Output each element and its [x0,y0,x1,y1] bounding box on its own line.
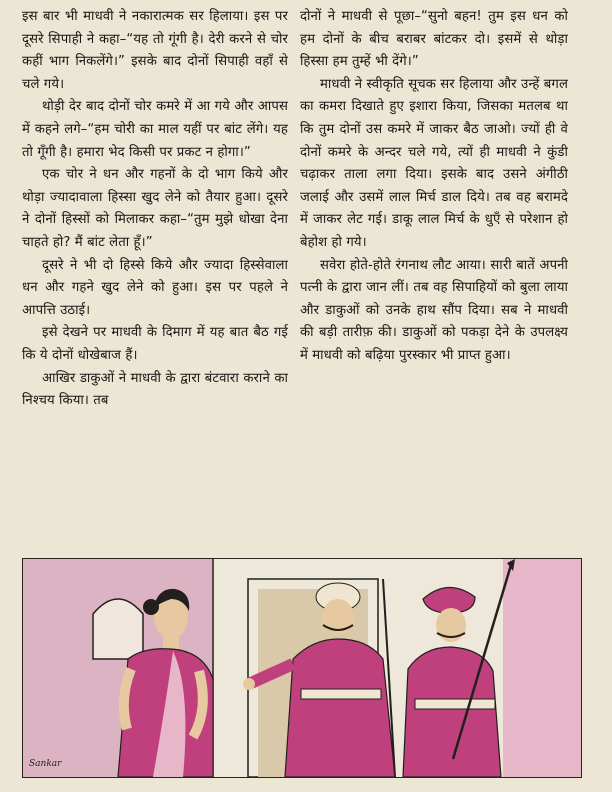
left-paragraph-3: एक चोर ने धन और गहनों के दो भाग किये और थोड़ा ज्यादावाला हिस्सा खुद लेने को तैयार हुआ। दूसरे ने दोनों हिस्सों को मिलाकर कहा–“तुम मुझे धोखा देना चाहते हो? मैं बांट लेता हूँ।” [22,167,288,250]
right-paragraph-2: माधवी ने स्वीकृति सूचक सर हिलाया और उन्हें बगल का कमरा दिखाते हुए इशारा किया, जिसका मतलब था कि तुम दोनों उस कमरे में जाकर बैठ जाओ। ज्यों ही वे दोनों कमरे के अन्दर चले गये, त्यों ही माधवी ने कुंडी चढ़ाकर ताला लगा दिया। इसके बाद उसने अंगीठी जलाई और उसमें लाल मिर्च डाल दिये। तब वह बरामदे में जाकर लेट गई। डाकू लाल मिर्च के धुएँ से परेशान हो बेहोश हो गये। [300,76,568,250]
right-paragraph-1: दोनों ने माधवी से पूछा–“सुनो बहन! तुम इस धन को हम दोनों के बीच बराबर बांटकर दो। इसमें से थोड़ा हिस्सा हम तुम्हें भी देंगे।” [300,9,568,70]
left-paragraph-2: थोड़ी देर बाद दोनों चोर कमरे में आ गये और आपस में कहने लगे–“हम चोरी का माल यहीं पर बांट लेंगे। यह तो गूँगी है। हमारा भेद किसी पर प्रकट न होगा।” [22,99,288,160]
left-paragraph-6: आखिर डाकुओं ने माधवी के द्वारा बंटवारा कराने का निश्चय किया। तब [22,370,288,409]
right-wall [503,559,581,777]
story-illustration [22,558,582,778]
left-paragraph-5: इसे देखने पर माधवी के दिमाग में यह बात बैठ गई कि ये दोनों धोखेबाज हैं। [22,325,288,363]
left-paragraph-1: इस बार भी माधवी ने नकारात्मक सर हिलाया। इस पर दूसरे सिपाही ने कहा–“यह तो गूंगी है। देरी करने से चोर कहीं भाग निकलेंगे।” इसके बाद दोनों सिपाही वहाँ से चले गये। [22,9,288,92]
left-text-column [22,6,288,413]
illustration-drawing [23,559,581,777]
artist-signature: Sankar [29,759,62,769]
left-paragraph-4: दूसरे ने भी दो हिस्से किये और ज्यादा हिस्सेवाला धन और गहने खुद लेने को हुआ। इस पर पहले ने आपत्ति उठाई। [22,257,288,318]
right-text-column [300,6,568,368]
arched-window [93,599,143,659]
right-paragraph-3: सवेरा होते-होते रंगनाथ लौट आया। सारी बातें अपनी पत्नी के द्वारा जान लीं। तब वह सिपाहियों को बुला लाया और डाकुओं को उनके हाथ सौंप दिया। सब ने माधवी की बड़ी तारीफ़ की। डाकुओं को पकड़ा देने के उपलक्ष्य में माधवी को बढ़िया पुरस्कार भी प्राप्त हुआ। [300,257,568,363]
